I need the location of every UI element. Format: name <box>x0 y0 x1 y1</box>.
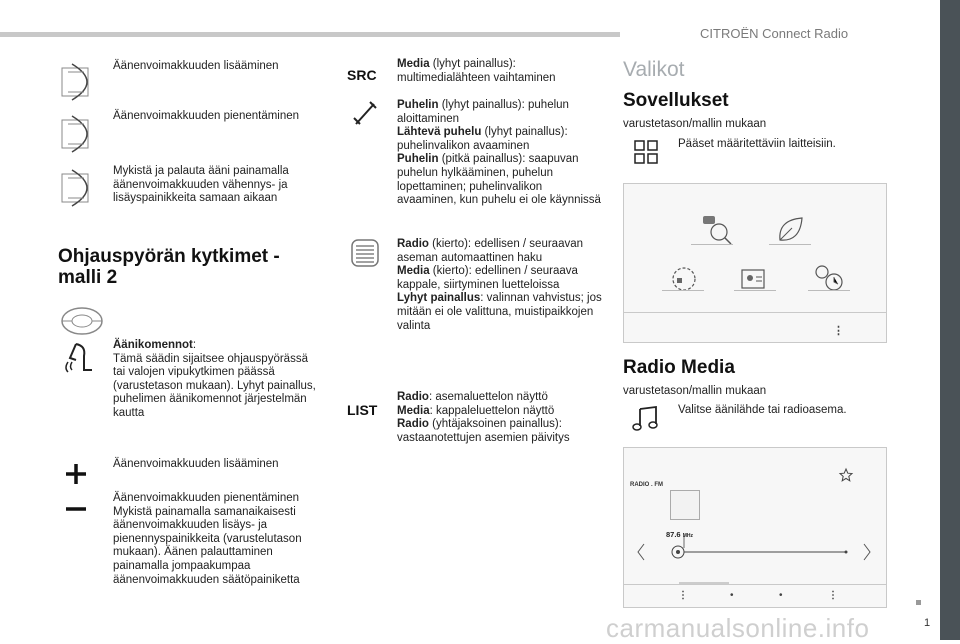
applications-text: Pääset määritettäviin laitteisiin. <box>678 138 836 150</box>
page-number: 1 <box>924 617 931 629</box>
more-options-icon[interactable]: ⋮ <box>828 590 838 601</box>
watermark: carmanualsonline.info <box>606 613 870 643</box>
favorite-star-icon[interactable] <box>839 468 853 482</box>
section-title-steering-switches: Ohjauspyörän kytkimet - malli 2 <box>58 246 280 288</box>
more-options-icon[interactable]: ⋮ <box>678 590 688 601</box>
dot-icon[interactable]: • <box>730 590 734 601</box>
eco-leaf-icon[interactable] <box>774 214 806 244</box>
steering-control-icon <box>58 114 102 154</box>
voice-command-label: Äänikomennot <box>113 339 193 351</box>
divider <box>769 244 811 245</box>
thumbwheel-text: Radio (kierto): edellisen / seuraavan aseman automaattinen haku Media (kierto): edellinen / seuraava kappale, siirtyminen luetteloissa Lyhyt painallus: valinnan vahvistus; jos mitään ei ole valittuna, muistipaikkojen valinta <box>397 238 602 332</box>
section-marker <box>916 600 921 605</box>
divider <box>662 290 704 291</box>
dot-icon[interactable]: • <box>779 590 783 601</box>
minus-button-text: Äänenvoimakkuuden pienentäminen Mykistä painamalla samanaikaisesti äänenvoimakkuuden lisäys- ja pienennyspainikkeita (varustelutason mukaan). Äänen palauttaminen painamalla jompaakumpaa äänenvoimakkuuden säätöpainiketta <box>113 492 302 586</box>
side-tab-bar <box>940 0 960 640</box>
menus-title: Valikot <box>623 58 685 81</box>
radio-media-title: Radio Media <box>623 357 735 378</box>
steering-control-icon <box>58 62 102 102</box>
contacts-icon[interactable] <box>740 266 768 292</box>
volume-down-text: Äänenvoimakkuuden pienentäminen <box>113 110 300 122</box>
phone-text: Puhelin (lyhyt painallus): puhelun aloittaminen Lähtevä puhelu (lyhyt painallus): puhelinvalikon avaaminen Puhelin (pitkä painallus): saapuvan puhelun hylkääminen, puhelun lopettaminen; puhelinvalikon avaaminen, kun puhelu ei ole käynnissä <box>397 99 601 207</box>
plus-button-text: Äänenvoimakkuuden lisääminen <box>113 458 279 470</box>
header-rule <box>0 32 620 37</box>
steering-wheel-icon <box>60 306 104 336</box>
src-code: SRC <box>347 67 377 83</box>
voice-command-text: Äänikomennot: Tämä säädin sijaitsee ohjauspyörässä tai valojen vipukytkimen päässä (varustetason mukaan). Lyhyt painallus, puhelimen äänikomennot järjestelmän kautta <box>113 339 316 419</box>
radio-screen <box>623 447 887 608</box>
frequency-tuner-slider[interactable] <box>638 540 870 564</box>
panel-footer-rule <box>624 312 886 313</box>
voice-command-description: Tämä säädin sijaitsee ohjauspyörässä tai valojen vipukytkimen päässä (varustetason mukaan). Lyhyt painallus, puhelimen äänikomennot järjestelmän kautta <box>113 352 316 419</box>
voice-command-icon <box>62 340 96 374</box>
list-text: Radio: asemaluettelon näyttö Media: kappaleluettelon näyttö Radio (yhtäjaksoinen painallus): vastaanotettujen asemien päivitys <box>397 391 570 444</box>
list-code: LIST <box>347 402 378 418</box>
src-text: Media (lyhyt painallus): multimedialähteen vaihtaminen <box>397 58 556 84</box>
radio-band-label: RADIO . FM <box>630 482 663 488</box>
album-art-placeholder <box>670 490 700 520</box>
applications-screen <box>623 183 887 343</box>
radio-media-text: Valitse äänilähde tai radioasema. <box>678 404 847 416</box>
steering-control-icon <box>58 168 102 208</box>
divider <box>808 290 850 291</box>
minus-icon <box>64 505 88 513</box>
applications-grid-icon <box>634 140 658 164</box>
divider <box>691 244 733 245</box>
music-note-icon <box>632 405 660 431</box>
radio-frequency-readout: 87.6 MHz <box>666 530 693 539</box>
radio-media-note: varustetason/mallin mukaan <box>623 385 767 397</box>
plus-icon <box>64 462 88 486</box>
more-options-icon[interactable]: ⋮ <box>833 325 844 337</box>
volume-up-text: Äänenvoimakkuuden lisääminen <box>113 60 279 72</box>
applications-title: Sovellukset <box>623 90 729 111</box>
connected-apps-icon[interactable] <box>701 214 733 244</box>
mute-text: Mykistä ja palauta ääni painamalla äänenvoimakkuuden vähennys- ja lisäyspainikkeita samaan aikaan <box>113 165 289 205</box>
panel-footer-rule <box>624 584 886 585</box>
applications-note: varustetason/mallin mukaan <box>623 118 767 130</box>
header-title: CITROËN Connect Radio <box>700 26 849 41</box>
phone-icon <box>352 100 378 126</box>
thumbwheel-icon <box>350 238 380 268</box>
divider <box>734 290 776 291</box>
